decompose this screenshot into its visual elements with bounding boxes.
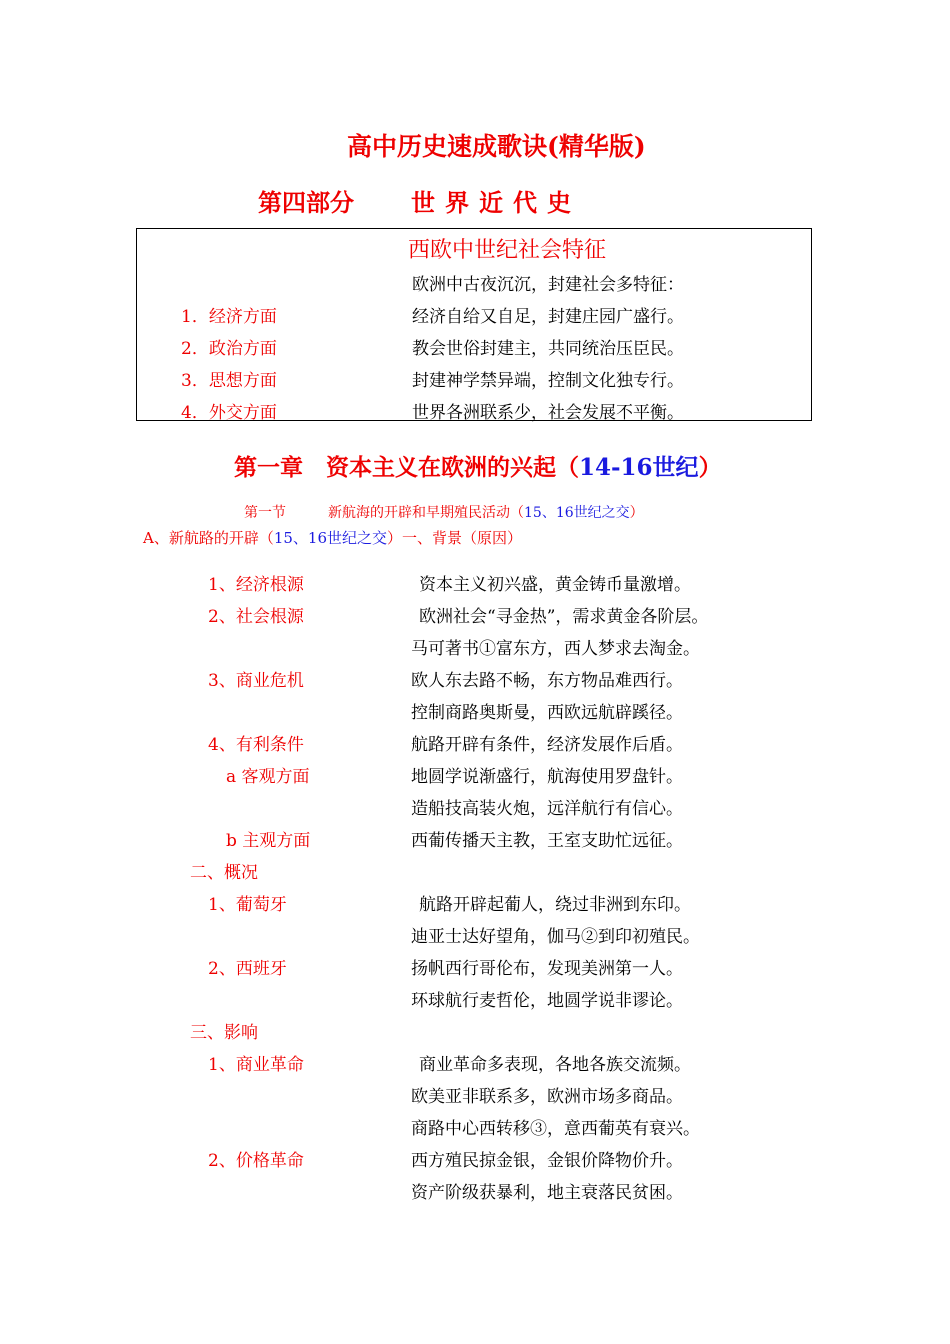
section-title (328, 502, 644, 522)
line-label: 1、葡萄牙 (208, 895, 287, 915)
section-title-years: 15、16世纪之交 (524, 505, 630, 521)
summary-row-verse: 世界各洲联系少，社会发展不平衡。 (412, 403, 684, 423)
line-verse: 欧洲社会“寻金热”，需求黄金各阶层。 (419, 607, 709, 627)
section-label: 第一节 (244, 505, 286, 521)
line-verse: 控制商路奥斯曼，西欧远航辟蹊径。 (411, 703, 683, 723)
summary-row-verse: 经济自给又自足，封建庄园广盛行。 (412, 307, 684, 327)
summary-row-verse: 教会世俗封建主，共同统治压臣民。 (412, 339, 684, 359)
summary-box-title: 西欧中世纪社会特征 (408, 238, 607, 263)
line-label: 2、价格革命 (208, 1151, 304, 1171)
subsection-heading-b: ）一、背景（原因） (387, 529, 523, 547)
line-label: a 客观方面 (226, 767, 310, 787)
line-label: 1、经济根源 (208, 575, 304, 595)
line-verse: 商业革命多表现，各地各族交流频。 (419, 1055, 691, 1075)
line-verse: 资产阶级获暴利，地主衰落民贫困。 (411, 1183, 683, 1203)
line-verse: 欧美亚非联系多，欧洲市场多商品。 (411, 1087, 683, 1107)
line-verse: 商路中心西转移③，意西葡英有衰兴。 (411, 1119, 700, 1139)
chapter-title-red: 第一章 资本主义在欧洲的兴起（ (234, 454, 579, 481)
summary-box-intro: 欧洲中古夜沉沉，封建社会多特征： (412, 275, 684, 295)
line-label: b 主观方面 (226, 831, 311, 851)
line-verse: 造船技高装火炮，远洋航行有信心。 (411, 799, 683, 819)
line-verse: 扬帆西行哥伦布，发现美洲第一人。 (411, 959, 683, 979)
part-heading-title: 世界近代史 (411, 188, 581, 217)
subsection-heading (143, 527, 522, 548)
chapter-title-end: ） (698, 454, 722, 481)
summary-row-label: 4．外交方面 (181, 403, 277, 423)
line-label: 2、社会根源 (208, 607, 304, 627)
line-verse: 马可著书①富东方，西人梦求去淘金。 (411, 639, 700, 659)
line-label: 2、西班牙 (208, 959, 287, 979)
line-verse: 欧人东去路不畅，东方物品难西行。 (411, 671, 683, 691)
chapter-title-years: 14-16世纪 (579, 454, 699, 481)
heading-overview: 二、概况 (190, 863, 258, 883)
line-verse: 环球航行麦哲伦，地圆学说非谬论。 (411, 991, 683, 1011)
summary-row-label: 2．政治方面 (181, 339, 277, 359)
summary-row-verse: 封建神学禁异端，控制文化独专行。 (412, 371, 684, 391)
section-title-text: 新航海的开辟和早期殖民活动（ (328, 505, 524, 521)
line-verse: 西葡传播天主教，王室支助忙远征。 (411, 831, 683, 851)
heading-impact: 三、影响 (190, 1023, 258, 1043)
line-label: 3、商业危机 (208, 671, 304, 691)
chapter-title (234, 449, 722, 482)
section-title-end: ） (629, 505, 644, 521)
line-verse: 地圆学说渐盛行，航海使用罗盘针。 (411, 767, 683, 787)
subsection-heading-a: A、新航路的开辟（ (143, 529, 274, 547)
line-label: 4、有利条件 (208, 735, 304, 755)
part-heading-number: 第四部分 (258, 188, 354, 217)
document-title: 高中历史速成歌诀(精华版) (347, 132, 646, 161)
summary-row-label: 3．思想方面 (181, 371, 277, 391)
line-label: 1、商业革命 (208, 1055, 304, 1075)
line-verse: 资本主义初兴盛，黄金铸币量激增。 (419, 575, 691, 595)
line-verse: 航路开辟有条件，经济发展作后盾。 (411, 735, 683, 755)
line-verse: 迪亚士达好望角，伽马②到印初殖民。 (411, 927, 700, 947)
line-verse: 航路开辟起葡人，绕过非洲到东印。 (419, 895, 691, 915)
subsection-heading-years: 15、16世纪之交 (273, 529, 388, 547)
line-verse: 西方殖民掠金银，金银价降物价升。 (411, 1151, 683, 1171)
summary-row-label: 1．经济方面 (181, 307, 277, 327)
